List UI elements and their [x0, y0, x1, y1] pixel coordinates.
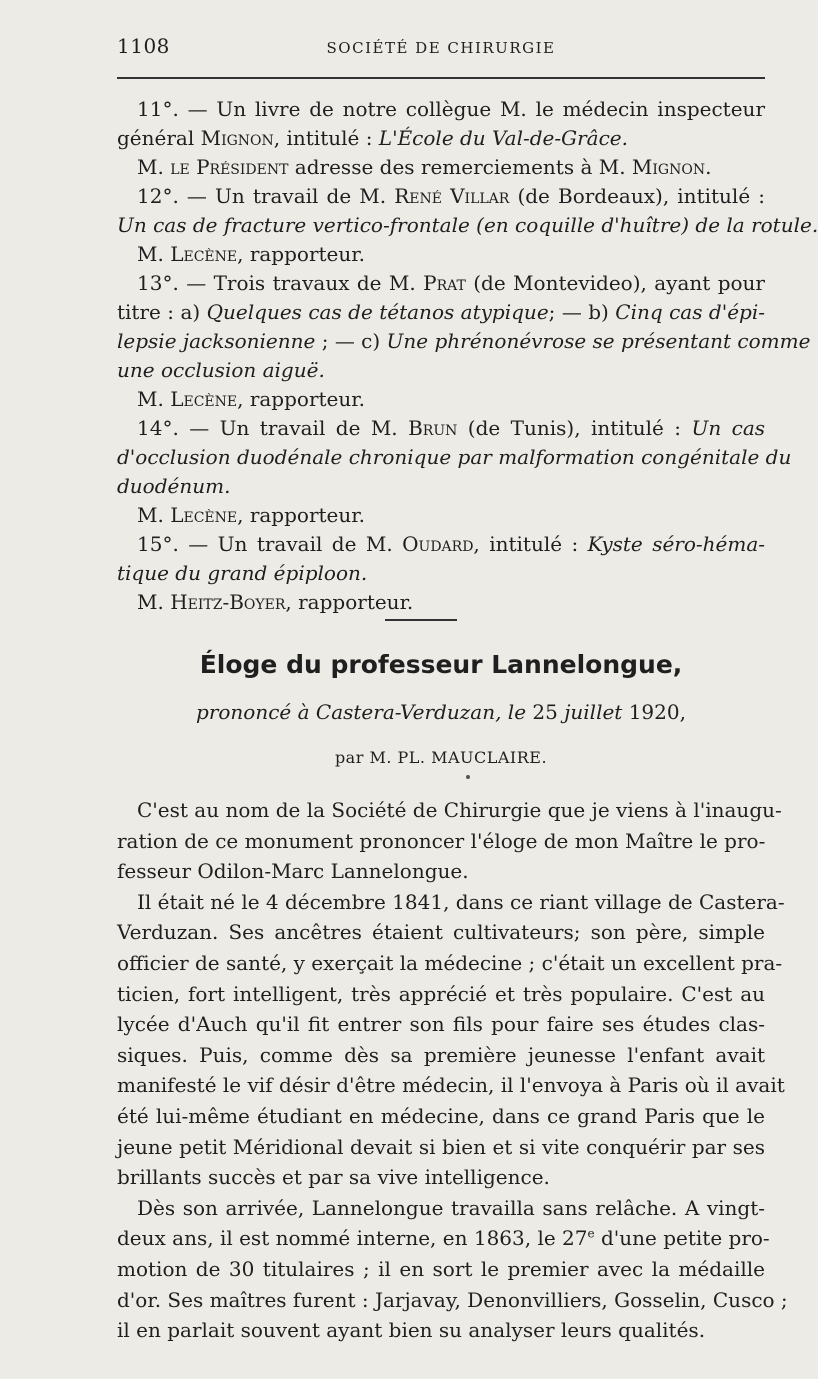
- body-line: officier de santé, y exerçait la médecine ; c'était un excellent pra-: [117, 950, 783, 975]
- page-number: 1108: [117, 34, 170, 58]
- item-11-line-1: 11°. — Un livre de notre collègue M. le médecin inspecteur: [137, 97, 765, 121]
- item-13-line-3: lepsie jacksonienne ; — c) Une phrénonévrose se présentant comme: [117, 329, 811, 353]
- item-12-line-2: Un cas de fracture vertico-frontale (en coquille d'huître) de la rotule.: [117, 213, 818, 237]
- item-12-line-1: 12°. — Un travail de M. René Villar (de Bordeaux), intitulé :: [137, 184, 766, 208]
- body-line: lycée d'Auch qu'il fit entrer son fils pour faire ses études clas-: [117, 1012, 765, 1037]
- president-thanks: M. le Président adresse des remerciements à M. Mignon.: [137, 155, 712, 179]
- body-line: ration de ce monument prononcer l'éloge de mon Maître le pro-: [117, 828, 766, 853]
- item-14-rapporteur: M. Lecène, rapporteur.: [137, 503, 365, 527]
- item-14-line-3: duodénum.: [117, 474, 231, 498]
- eloge-author: par M. PL. MAUCLAIRE.: [334, 748, 548, 767]
- item-15-line-1: 15°. — Un travail de M. Oudard, intitulé : Kyste séro-héma-: [137, 532, 766, 556]
- body-line: fesseur Odilon-Marc Lannelongue.: [117, 859, 469, 884]
- item-13-line-1: 13°. — Trois travaux de M. Prat (de Montevideo), ayant pour: [137, 271, 765, 295]
- section-separator: [385, 619, 457, 621]
- item-13-rapporteur: M. Lecène, rapporteur.: [137, 387, 365, 411]
- ornament-dot: [466, 775, 470, 779]
- eloge-body: [117, 795, 788, 1346]
- body-line: jeune petit Méridional devait si bien et si vite conquérir par ses: [117, 1134, 765, 1159]
- eloge-title: Éloge du professeur Lannelongue,: [199, 650, 683, 679]
- body-line: ticien, fort intelligent, très apprécié et très populaire. C'est au: [117, 981, 765, 1006]
- body-line: manifesté le vif désir d'être médecin, il l'envoya à Paris où il avait: [117, 1073, 785, 1098]
- body-line: brillants succès et par sa vive intelligence.: [117, 1165, 550, 1190]
- item-12-rapporteur: M. Lecène, rapporteur.: [137, 242, 365, 266]
- body-line: siques. Puis, comme dès sa première jeunesse l'enfant avait: [117, 1042, 765, 1067]
- page-header: [117, 34, 765, 64]
- item-11-line-2: général Mignon, intitulé : L'École du Val-de-Grâce.: [117, 126, 628, 150]
- body-line: Dès son arrivée, Lannelongue travailla sans relâche. A vingt-: [137, 1195, 765, 1220]
- item-15-line-2: tique du grand épiploon.: [117, 561, 368, 585]
- body-line: motion de 30 titulaires ; il en sort le premier avec la médaille: [117, 1256, 765, 1281]
- item-13-line-4: une occlusion aiguë.: [117, 358, 325, 382]
- body-line: Il était né le 4 décembre 1841, dans ce riant village de Castera-: [137, 889, 785, 914]
- body-line: d'or. Ses maîtres furent : Jarjavay, Denonvilliers, Gosselin, Cusco ;: [117, 1287, 788, 1312]
- body-line: deux ans, il est nommé interne, en 1863, le 27e d'une petite pro-: [117, 1226, 770, 1251]
- item-13-line-2: titre : a) Quelques cas de tétanos atypique; — b) Cinq cas d'épi-: [117, 300, 765, 324]
- item-14-line-2: d'occlusion duodénale chronique par malformation congénitale du: [117, 445, 792, 469]
- running-head: SOCIÉTÉ DE CHIRURGIE: [326, 39, 556, 57]
- item-14-line-1: 14°. — Un travail de M. Brun (de Tunis), intitulé : Un cas: [137, 416, 766, 440]
- header-rule: [117, 77, 765, 79]
- body-line: C'est au nom de la Société de Chirurgie que je viens à l'inaugu-: [137, 798, 782, 822]
- eloge-subtitle: prononcé à Castera-Verduzan, le 25 juillet 1920,: [196, 700, 686, 724]
- body-line: il en parlait souvent ayant bien su analyser leurs qualités.: [117, 1318, 706, 1343]
- item-list: [117, 95, 818, 617]
- body-line: été lui-même étudiant en médecine, dans ce grand Paris que le: [117, 1103, 765, 1128]
- item-15-rapporteur: M. Heitz-Boyer, rapporteur.: [137, 590, 414, 614]
- body-line: Verduzan. Ses ancêtres étaient cultivateurs; son père, simple: [117, 920, 765, 945]
